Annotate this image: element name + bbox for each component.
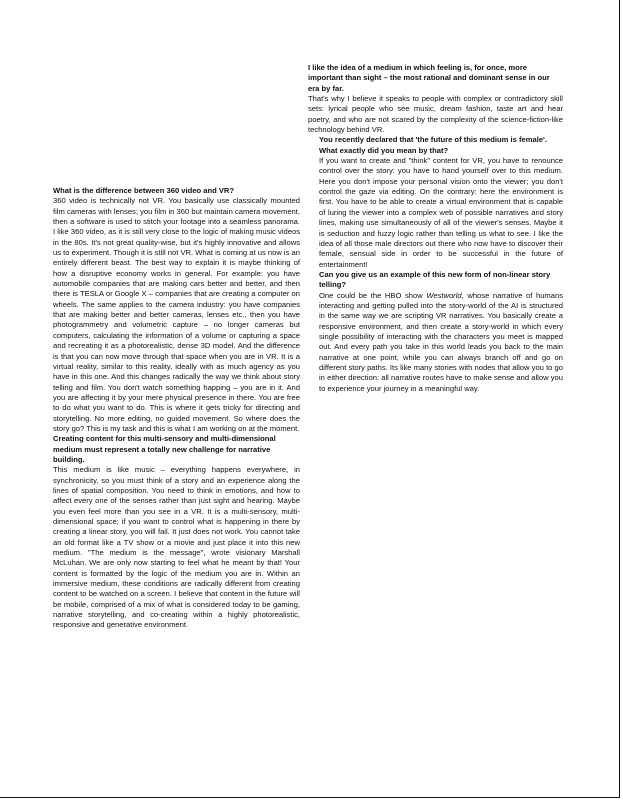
question-multisensory-content: Creating content for this multi-sensory and multi-dimensional medium must represent a totally new challenge for narrative building. xyxy=(53,434,276,464)
answer-360-vs-vr: 360 video is technically not VR. You basically use classically mounted film cameras with lenses; you film in 360 but maintain camera movement, then a software is used to stitch your footage into a seamless panorama. I like 360 video, as it is still very close to the logic of making music videos in the 80s. It's not great quality-wise, but it's highly innovative and allows us to experiment. Though it is still not VR. What is coming at us now is an entirely different beast. The best way to explain it is maybe thinking of how a disruptive economy works in general. For example: you have automobile companies that are making cars better and better, and then there is TESLA or Google X – companies that are creating a computer on wheels. The same applies to the camera industry: you have companies that are making better and better cameras, lenses etc., then you have photogrammetry and volumetric capture – no longer cameras but computers, calculating the information of a volume or capturing a space and recreating it as a photorealistic, dense 3D model. And the difference is that you can now move through that space when you are in VR. It is a virtual reality, similar to this reality, ideally with as much agency as you have in this one. And this changes radically the way we think about story telling and film. You don't watch something happing – you are in it. And you are affecting it by your mere physical presence in there. You are free to do what you want to do. This is where it gets tricky for directing and storytelling. No more editing, no guided movement. So where does the story go? This is my task and this is what I am working on at the moment. xyxy=(53,196,300,433)
indented-block xyxy=(308,135,563,394)
show-title-westworld: Westworld xyxy=(426,290,462,300)
question-future-female: You recently declared that 'the future of this medium is female'. What exactly did you mean by that? xyxy=(319,135,547,155)
question-nonlinear-storytelling: Can you give us an example of this new form of non-linear story telling? xyxy=(319,269,551,290)
question-360-vs-vr: What is the difference between 360 video and VR? xyxy=(53,186,235,195)
answer-future-female: If you want to create and "think" content for VR, you have to renounce control over the story: you have to hand yourself over to this medium. Here you don't impose your personal vision onto the viewer; you don't control the gaze via editing. On the contrary: here the environment is first. You have to be able to create a virtual environment that is capable of luring the viewer into a complex web of possible narratives and story lines, making use simultaneously of all of the viewer's senses. Maybe it is seduction and fuzzy logic rather than telling us what to see. I like the idea of all those male directors out there who now have to discover their female, sensual side in order to be successful in the future of entertainment! xyxy=(319,156,563,269)
page-edge-bottom xyxy=(0,797,620,798)
answer-multisensory-content: This medium is like music – everything happens everywhere, in synchronicity, so you must think of a story and an experience along the lines of spatial composition. You need to think in emotions, and how to affect every one of the senses rather than just sight and hearing. Maybe you even feel more than you see in a VR. It is a multi-sensory, multi-dimensional space; if you want to control what is happening in there by creating a linear story, you will fail. It just does not work. You cannot take an old format like a TV show or a movie and just place it into this new medium. "The medium is the message", wrote visionary Marshall McLuhan. We are only now starting to feel what he meant by that! Your content is formatted by the logic of the medium you are in. Within an immersive medium, these conditions are radically different from creating content to be watched on a screen. I believe that content in the future will be mobile, comprised of a mix of what is considered today to be gaming, narrative storytelling, and co-creating within a highly photorealistic, responsive and generative environment. xyxy=(53,465,300,630)
question-feeling-over-sight: I like the idea of a medium in which feeling is, for once, more important than sight – the most rational and dominant sense in our era by far. xyxy=(308,63,550,93)
right-column xyxy=(308,63,563,394)
answer-nonlinear-storytelling xyxy=(319,291,563,394)
answer-text-end: , whose narrative of humans interacting and getting pulled into the story-world of the AI is structured in the same way we are scripting VR narratives. You basically create a responsive environment, and then create a story-world in which every single possibility of interacting with the characters you meet is mapped out. And every path you take in this world leads you back to the main narrative at one point, while you can always branch off and go on different story paths. Its like many stories with nodes that allow you to go in either direction: all narrative routes have to make sense and allow you to experience your journey in a meaningful way. xyxy=(319,290,563,393)
answer-text-start: One could be the HBO show xyxy=(319,290,427,300)
page-edge-right xyxy=(619,0,620,798)
answer-feeling-over-sight: That's why I believe it speaks to people with complex or contradictory skill sets: lyrical people who see music, dream fashion, taste art and hear poetry, and who are not scared by the complexity of the science-fiction-like technology behind VR. xyxy=(308,94,563,135)
left-column xyxy=(53,186,300,631)
